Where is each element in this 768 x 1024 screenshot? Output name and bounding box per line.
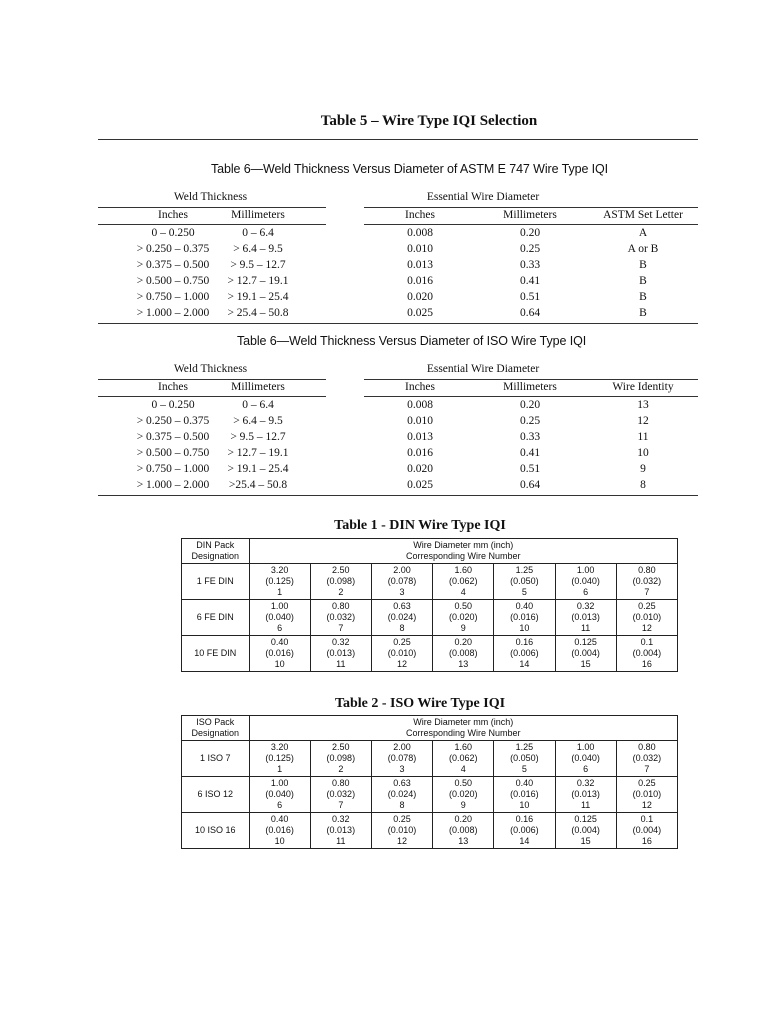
cell-line: (0.010) <box>387 825 417 835</box>
cell-line: 12 <box>641 800 652 810</box>
cell-line: Wire Diameter mm (inch) <box>413 540 514 550</box>
cell-line: 2.50 <box>332 565 350 575</box>
cell-line: 0.32 <box>576 601 595 611</box>
wire-cell <box>310 813 371 849</box>
cell-line: 6 <box>583 587 589 597</box>
table-cell: 0.010 <box>407 415 433 427</box>
cell-line: (0.024) <box>387 789 417 799</box>
wire-cell <box>494 564 555 600</box>
table-cell: > 0.750 – 1.000 <box>136 291 210 303</box>
wire-cell <box>249 600 310 636</box>
cell-line: 8 <box>399 623 405 633</box>
table-cell: > 12.7 – 19.1 <box>227 275 289 287</box>
cell-line: (0.020) <box>448 789 478 799</box>
wire-cell <box>371 777 432 813</box>
wire-cell <box>310 741 371 777</box>
cell-line: (0.008) <box>448 648 478 658</box>
cell-line: 6 <box>277 623 283 633</box>
title-divider <box>98 139 698 140</box>
wire-cell <box>555 564 616 600</box>
cell-line: 11 <box>336 659 346 669</box>
cell-line: 10 FE DIN <box>194 648 237 658</box>
wire-cell <box>433 813 494 849</box>
table-cell: 8 <box>640 479 646 491</box>
wire-cell <box>310 564 371 600</box>
cell-line: 10 <box>274 659 285 669</box>
table-cell: 0.33 <box>519 431 541 443</box>
wire-cell <box>433 564 494 600</box>
table-cell: B <box>639 307 647 319</box>
cell-line: (0.050) <box>510 576 539 586</box>
cell-line: 13 <box>458 659 469 669</box>
table-cell: > 0.500 – 0.750 <box>136 447 210 459</box>
cell-line: 0.50 <box>454 778 472 788</box>
wire-cell <box>555 777 616 813</box>
table-cell: 10 <box>637 447 649 459</box>
cell-line: (0.125) <box>265 753 294 763</box>
cell-line: (0.004) <box>571 825 600 835</box>
column-header: Millimeters <box>231 209 285 221</box>
cell-line: (0.125) <box>265 576 294 586</box>
document-title: Table 5 – Wire Type IQI Selection <box>320 113 538 129</box>
cell-line: 0.63 <box>393 778 411 788</box>
cell-line: (0.098) <box>326 753 356 763</box>
cell-line: 14 <box>519 836 530 846</box>
cell-line: 7 <box>644 587 650 597</box>
table-cell: 0.20 <box>519 399 541 411</box>
cell-line: 2.00 <box>393 565 411 575</box>
cell-line: (0.020) <box>448 612 478 622</box>
column-header: Inches <box>404 209 435 221</box>
table-cell: 0.008 <box>407 399 433 411</box>
cell-line: 0.40 <box>515 778 534 788</box>
wire-cell <box>371 741 432 777</box>
cell-line: 1.00 <box>576 742 595 752</box>
table-cell: > 19.1 – 25.4 <box>227 291 289 303</box>
wire-diameter-header: Essential Wire Diameter <box>426 191 540 203</box>
pack-label <box>182 777 250 813</box>
table-cell: 0 – 6.4 <box>242 227 274 239</box>
table-row <box>182 813 678 849</box>
cell-line: (0.062) <box>448 753 478 763</box>
table-cell: 0 – 6.4 <box>242 399 274 411</box>
cell-line: (0.040) <box>571 753 600 763</box>
iso2-wire-table <box>181 715 678 849</box>
cell-line: 0.25 <box>638 601 656 611</box>
table-cell: > 19.1 – 25.4 <box>227 463 289 475</box>
cell-line: (0.040) <box>265 612 294 622</box>
cell-line: (0.016) <box>265 825 294 835</box>
cell-line: 1 <box>277 764 283 774</box>
wire-cell <box>310 636 371 672</box>
table-cell: > 0.375 – 0.500 <box>136 431 210 443</box>
table-cell: > 0.375 – 0.500 <box>136 259 210 271</box>
column-header: Millimeters <box>503 209 557 221</box>
cell-line: 0.16 <box>515 814 534 824</box>
cell-line: 0.16 <box>515 637 534 647</box>
table-cell: > 12.7 – 19.1 <box>227 447 289 459</box>
cell-line: (0.010) <box>632 789 662 799</box>
table-cell: 0.41 <box>519 447 541 459</box>
cell-line: 10 ISO 16 <box>194 825 236 835</box>
cell-line: 15 <box>580 836 591 846</box>
cell-line: 2 <box>338 587 344 597</box>
cell-line: 0.63 <box>393 601 411 611</box>
table-cell: 0.51 <box>519 463 541 475</box>
pack-designation-header <box>182 716 250 741</box>
cell-line: (0.004) <box>571 648 600 658</box>
cell-line: (0.004) <box>632 825 662 835</box>
weld-thickness-header: Weld Thickness <box>173 363 248 375</box>
cell-line: 0.80 <box>332 778 350 788</box>
cell-line: 4 <box>460 764 466 774</box>
wire-cell <box>249 564 310 600</box>
header-rule-left <box>98 396 326 397</box>
table-cell: 0.010 <box>407 243 433 255</box>
table-cell: 13 <box>637 399 649 411</box>
table-cell: 11 <box>637 431 649 443</box>
cell-line: (0.040) <box>571 576 600 586</box>
bottom-rule <box>98 495 698 496</box>
cell-line: 6 FE DIN <box>196 612 234 622</box>
column-header: Wire Identity <box>612 381 674 393</box>
wire-diameter-header <box>249 716 677 741</box>
table-cell: B <box>639 291 647 303</box>
wire-cell <box>433 741 494 777</box>
cell-line: 3.20 <box>270 565 289 575</box>
wire-cell <box>249 636 310 672</box>
cell-line: 11 <box>580 800 591 810</box>
pack-designation-header <box>182 539 250 564</box>
cell-line: Designation <box>191 728 240 738</box>
astm-table-title: Table 6—Weld Thickness Versus Diameter of ASTM E 747 Wire Type IQI <box>211 162 609 176</box>
cell-line: 0.40 <box>515 601 534 611</box>
cell-line: 11 <box>336 836 346 846</box>
wire-cell <box>555 600 616 636</box>
table-cell: 0.013 <box>407 259 433 271</box>
cell-line: (0.013) <box>571 789 600 799</box>
cell-line: 6 <box>583 764 589 774</box>
table-row <box>182 564 678 600</box>
bottom-rule <box>98 323 698 324</box>
wire-cell <box>310 600 371 636</box>
wire-cell <box>555 636 616 672</box>
cell-line: 0.125 <box>574 814 597 824</box>
wire-cell <box>433 636 494 672</box>
wire-cell <box>371 564 432 600</box>
cell-line: 0.32 <box>332 637 350 647</box>
column-header: Millimeters <box>231 381 285 393</box>
cell-line: 2.50 <box>332 742 350 752</box>
wire-cell <box>494 636 555 672</box>
cell-line: (0.062) <box>448 576 478 586</box>
wire-cell <box>249 741 310 777</box>
table-cell: 0.016 <box>407 447 433 459</box>
table-cell: 12 <box>637 415 649 427</box>
cell-line: (0.013) <box>326 825 356 835</box>
cell-line: (0.006) <box>510 825 539 835</box>
cell-line: 1.25 <box>515 742 534 752</box>
cell-line: (0.016) <box>265 648 294 658</box>
column-header: Inches <box>157 381 188 393</box>
wire-cell <box>249 813 310 849</box>
cell-line: 12 <box>397 836 408 846</box>
cell-line: 13 <box>458 836 469 846</box>
cell-line: 1.60 <box>454 565 472 575</box>
table-cell: > 9.5 – 12.7 <box>230 431 286 443</box>
pack-label <box>182 636 250 672</box>
pack-label <box>182 600 250 636</box>
wire-cell <box>616 636 677 672</box>
cell-line: (0.013) <box>326 648 356 658</box>
cell-line: 7 <box>338 800 344 810</box>
cell-line: (0.010) <box>632 612 662 622</box>
cell-line: 1.00 <box>576 565 595 575</box>
wire-cell <box>616 741 677 777</box>
cell-line: 6 ISO 12 <box>197 789 234 799</box>
column-header: Millimeters <box>503 381 557 393</box>
wire-cell <box>433 600 494 636</box>
table-cell: 0.020 <box>407 291 433 303</box>
table-cell: > 6.4 – 9.5 <box>233 243 283 255</box>
cell-line: Wire Diameter mm (inch) <box>413 717 514 727</box>
cell-line: 0.25 <box>638 778 656 788</box>
header-rule-right <box>364 224 698 225</box>
cell-line: 10 <box>519 800 530 810</box>
iso-wire-table <box>98 362 698 492</box>
cell-line: 12 <box>641 623 652 633</box>
table-header-row <box>182 539 678 564</box>
cell-line: ISO Pack <box>196 717 235 727</box>
wire-cell <box>494 600 555 636</box>
table-cell: 0 – 0.250 <box>151 227 195 239</box>
cell-line: 5 <box>521 587 527 597</box>
cell-line: 7 <box>644 764 650 774</box>
table-cell: > 6.4 – 9.5 <box>233 415 283 427</box>
cell-line: 9 <box>460 800 466 810</box>
iso2-table-title: Table 2 - ISO Wire Type IQI <box>334 696 506 711</box>
cell-line: 0.20 <box>454 814 472 824</box>
cell-line: 10 <box>519 623 530 633</box>
cell-line: (0.013) <box>571 612 600 622</box>
cell-line: Corresponding Wire Number <box>405 728 521 738</box>
cell-line: 0.25 <box>393 637 411 647</box>
cell-line: 0.25 <box>393 814 411 824</box>
table-cell: 0.013 <box>407 431 433 443</box>
table-cell: > 1.000 – 2.000 <box>136 307 210 319</box>
cell-line: (0.032) <box>632 576 662 586</box>
cell-line: 11 <box>580 623 591 633</box>
cell-line: 0.20 <box>454 637 472 647</box>
table-cell: >25.4 – 50.8 <box>228 479 288 491</box>
table-cell: 0.008 <box>407 227 433 239</box>
cell-line: 12 <box>397 659 408 669</box>
cell-line: 16 <box>641 659 652 669</box>
cell-line: (0.098) <box>326 576 356 586</box>
table-cell: 0.64 <box>519 479 541 491</box>
cell-line: 2 <box>338 764 344 774</box>
cell-line: 0.40 <box>270 637 289 647</box>
wire-cell <box>433 777 494 813</box>
wire-diameter-header <box>249 539 677 564</box>
header-rule-right <box>364 396 698 397</box>
cell-line: 7 <box>338 623 344 633</box>
wire-cell <box>616 777 677 813</box>
cell-line: 16 <box>641 836 652 846</box>
cell-line: (0.078) <box>387 576 417 586</box>
table-cell: > 0.250 – 0.375 <box>136 243 210 255</box>
table-header-row <box>182 716 678 741</box>
table-cell: 0.20 <box>519 227 541 239</box>
column-header: Inches <box>404 381 435 393</box>
cell-line: 0.80 <box>638 565 656 575</box>
table-cell: 0 – 0.250 <box>151 399 195 411</box>
cell-line: Corresponding Wire Number <box>405 551 521 561</box>
table-row <box>182 600 678 636</box>
wire-cell <box>616 600 677 636</box>
wire-cell <box>555 813 616 849</box>
cell-line: 0.80 <box>638 742 656 752</box>
cell-line: (0.004) <box>632 648 662 658</box>
cell-line: 1 FE DIN <box>196 576 234 586</box>
cell-line: 0.1 <box>640 637 654 647</box>
table-cell: 0.33 <box>519 259 541 271</box>
cell-line: 1.00 <box>270 778 289 788</box>
table-row <box>182 777 678 813</box>
cell-line: 0.32 <box>576 778 595 788</box>
pack-label <box>182 813 250 849</box>
table-row <box>182 741 678 777</box>
table-row <box>182 636 678 672</box>
cell-line: (0.010) <box>387 648 417 658</box>
cell-line: 0.40 <box>270 814 289 824</box>
table-cell: 0.41 <box>519 275 541 287</box>
table-cell: B <box>639 259 647 271</box>
table-cell: A or B <box>627 243 659 255</box>
wire-cell <box>555 741 616 777</box>
table-cell: > 1.000 – 2.000 <box>136 479 210 491</box>
cell-line: 1.25 <box>515 565 534 575</box>
cell-line: (0.050) <box>510 753 539 763</box>
cell-line: 6 <box>277 800 283 810</box>
astm-wire-table <box>98 190 698 320</box>
table-cell: 0.51 <box>519 291 541 303</box>
cell-line: (0.078) <box>387 753 417 763</box>
table-cell: 0.025 <box>407 307 433 319</box>
wire-cell <box>494 777 555 813</box>
cell-line: 1 <box>277 587 283 597</box>
cell-line: 0.80 <box>332 601 350 611</box>
cell-line: (0.032) <box>326 789 356 799</box>
din-table-title: Table 1 - DIN Wire Type IQI <box>334 518 506 533</box>
cell-line: (0.006) <box>510 648 539 658</box>
wire-cell <box>494 813 555 849</box>
cell-line: 5 <box>521 764 527 774</box>
cell-line: 9 <box>460 623 466 633</box>
cell-line: (0.016) <box>510 789 539 799</box>
cell-line: 3.20 <box>270 742 289 752</box>
table-cell: B <box>639 275 647 287</box>
cell-line: 10 <box>274 836 285 846</box>
column-header: ASTM Set Letter <box>603 209 683 221</box>
table-cell: 0.25 <box>519 415 541 427</box>
wire-cell <box>494 741 555 777</box>
cell-line: 0.1 <box>640 814 654 824</box>
weld-thickness-header: Weld Thickness <box>173 191 248 203</box>
cell-line: (0.032) <box>326 612 356 622</box>
table-cell: 0.025 <box>407 479 433 491</box>
wire-cell <box>371 600 432 636</box>
cell-line: 14 <box>519 659 530 669</box>
cell-line: 0.125 <box>574 637 597 647</box>
din-wire-table <box>181 538 678 672</box>
table-cell: > 0.500 – 0.750 <box>136 275 210 287</box>
cell-line: (0.016) <box>510 612 539 622</box>
cell-line: 1.60 <box>454 742 472 752</box>
cell-line: Designation <box>191 551 240 561</box>
header-rule-left <box>98 224 326 225</box>
table-cell: > 0.750 – 1.000 <box>136 463 210 475</box>
pack-label <box>182 741 250 777</box>
cell-line: DIN Pack <box>196 540 235 550</box>
table-cell: > 9.5 – 12.7 <box>230 259 286 271</box>
table-cell: 0.64 <box>519 307 541 319</box>
wire-cell <box>371 636 432 672</box>
cell-line: 1 ISO 7 <box>200 753 231 763</box>
table-cell: 0.25 <box>519 243 541 255</box>
cell-line: 15 <box>580 659 591 669</box>
wire-cell <box>616 813 677 849</box>
table-cell: 9 <box>640 463 646 475</box>
wire-cell <box>371 813 432 849</box>
wire-diameter-header: Essential Wire Diameter <box>426 363 540 375</box>
cell-line: 3 <box>399 587 405 597</box>
wire-cell <box>310 777 371 813</box>
column-header: Inches <box>157 209 188 221</box>
table-cell: > 25.4 – 50.8 <box>227 307 289 319</box>
cell-line: 8 <box>399 800 405 810</box>
table-cell: 0.020 <box>407 463 433 475</box>
wire-cell <box>249 777 310 813</box>
cell-line: 3 <box>399 764 405 774</box>
table-cell: > 0.250 – 0.375 <box>136 415 210 427</box>
cell-line: (0.032) <box>632 753 662 763</box>
cell-line: 1.00 <box>270 601 289 611</box>
wire-cell <box>616 564 677 600</box>
cell-line: (0.040) <box>265 789 294 799</box>
table-cell: A <box>638 227 648 239</box>
iso-table-title: Table 6—Weld Thickness Versus Diameter of ISO Wire Type IQI <box>237 334 587 348</box>
cell-line: 0.50 <box>454 601 472 611</box>
table-cell: 0.016 <box>407 275 433 287</box>
pack-label <box>182 564 250 600</box>
cell-line: 2.00 <box>393 742 411 752</box>
cell-line: 4 <box>460 587 466 597</box>
cell-line: (0.008) <box>448 825 478 835</box>
cell-line: 0.32 <box>332 814 350 824</box>
cell-line: (0.024) <box>387 612 417 622</box>
